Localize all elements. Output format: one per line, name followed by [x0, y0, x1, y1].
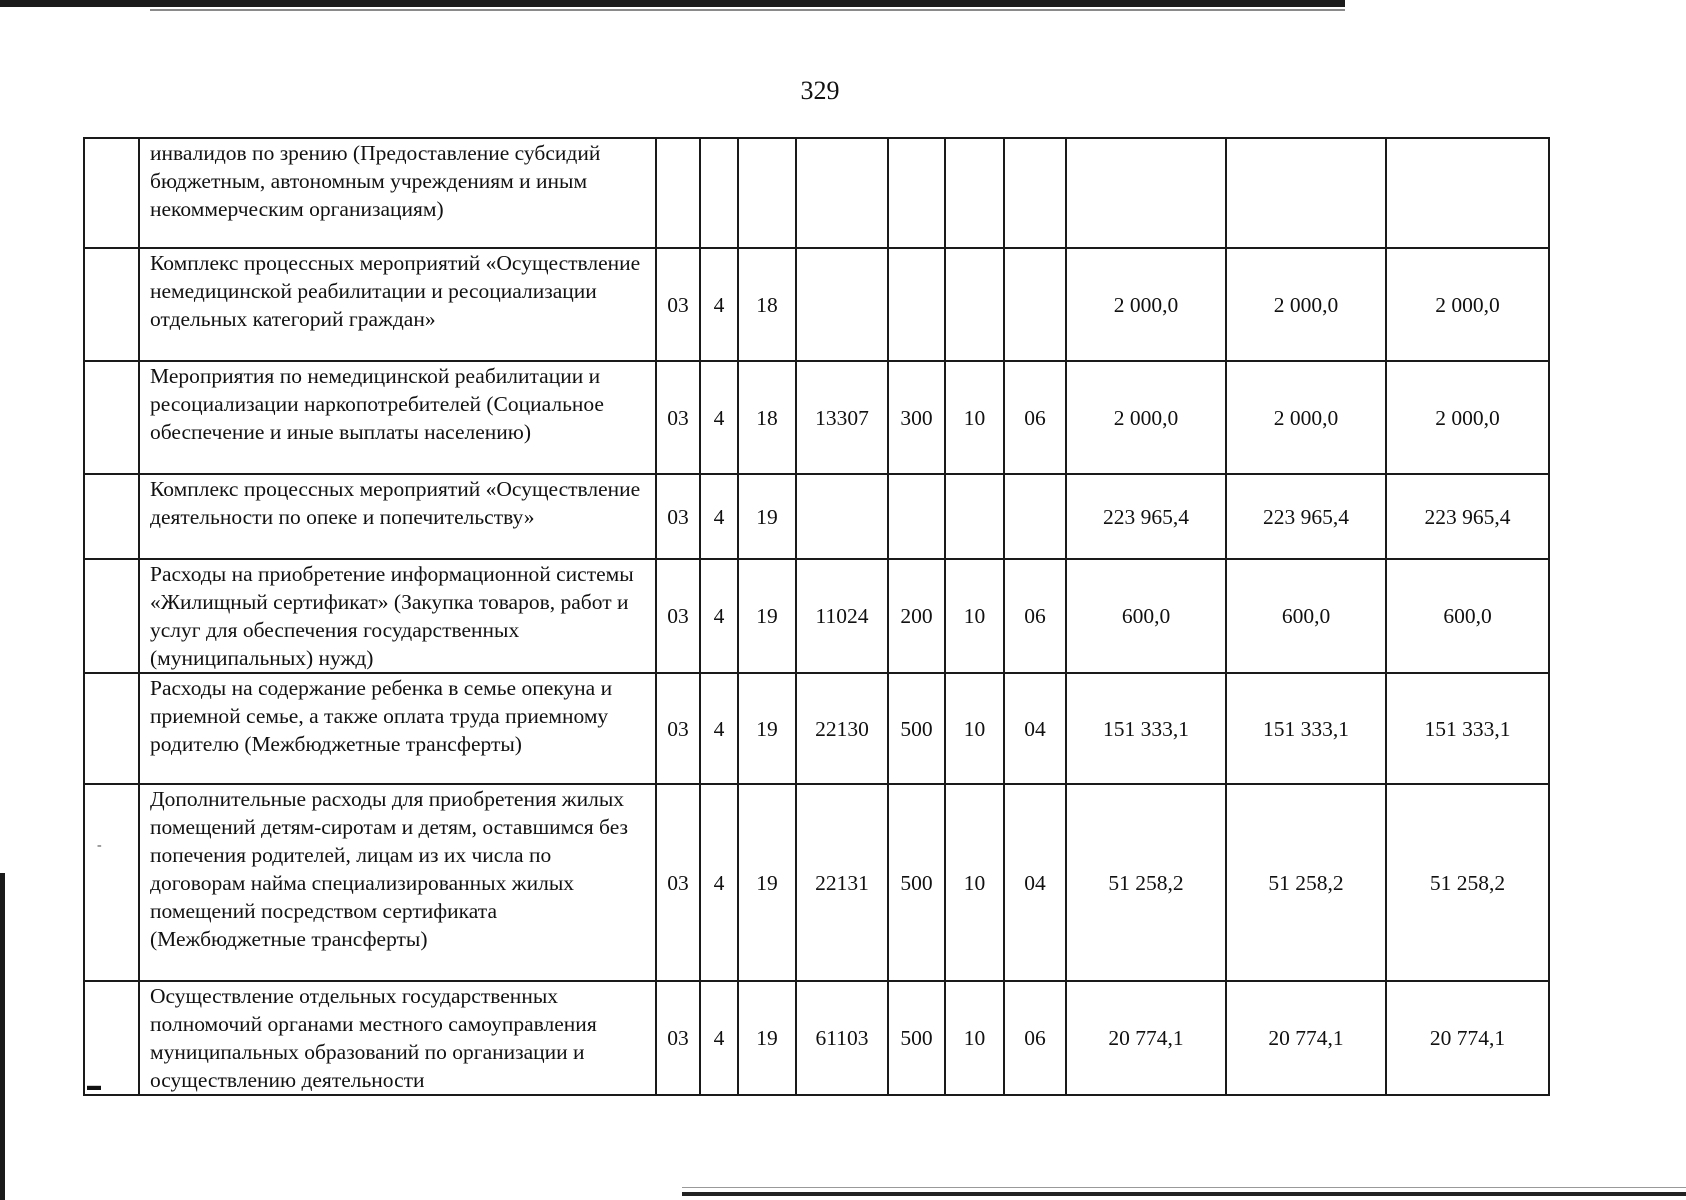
program-code-cell: 03: [656, 474, 700, 559]
expense-type-code-cell: [888, 138, 945, 248]
amount-year-2-cell: 51 258,2: [1226, 784, 1386, 981]
expense-type-code-cell: [888, 474, 945, 559]
amount-year-2-cell: 223 965,4: [1226, 474, 1386, 559]
amount-year-1-cell: 51 258,2: [1066, 784, 1226, 981]
amount-year-1-cell: 600,0: [1066, 559, 1226, 673]
amount-year-1-cell: 151 333,1: [1066, 673, 1226, 784]
subsection-code-cell: [1004, 474, 1066, 559]
row-description: Расходы на содержание ребенка в семье опекуна и приемной семье, а также оплата труда приемному родителю (Межбюджетные трансферты): [139, 673, 656, 784]
section-code-cell: 10: [945, 673, 1004, 784]
amount-year-3-cell: 20 774,1: [1386, 981, 1549, 1095]
direction-code-cell: 22130: [796, 673, 888, 784]
table-row: [84, 673, 1549, 784]
budget-table: [83, 137, 1550, 1096]
table-row: [84, 361, 1549, 474]
row-number-cell: [84, 673, 139, 784]
structural-element-code-cell: 18: [738, 248, 796, 361]
table-row: [84, 784, 1549, 981]
direction-code-cell: 22131: [796, 784, 888, 981]
row-description: Комплекс процессных мероприятий «Осуществление деятельности по опеке и попечительству»: [139, 474, 656, 559]
structural-element-code-cell: 19: [738, 981, 796, 1095]
amount-year-1-cell: 223 965,4: [1066, 474, 1226, 559]
structural-element-code-cell: 19: [738, 784, 796, 981]
row-number-cell: [84, 981, 139, 1095]
subsection-code-cell: [1004, 248, 1066, 361]
section-code-cell: [945, 474, 1004, 559]
row-number-cell: [84, 784, 139, 981]
subprogram-code-cell: 4: [700, 248, 738, 361]
direction-code-cell: 11024: [796, 559, 888, 673]
amount-year-3-cell: 2 000,0: [1386, 361, 1549, 474]
direction-code-cell: [796, 474, 888, 559]
table-row: [84, 248, 1549, 361]
table-row: [84, 474, 1549, 559]
scan-artifact-mark: -: [97, 838, 102, 853]
amount-year-3-cell: [1386, 138, 1549, 248]
subsection-code-cell: 04: [1004, 673, 1066, 784]
direction-code-cell: [796, 138, 888, 248]
row-description: инвалидов по зрению (Предоставление субсидий бюджетным, автономным учреждениям и иным некоммерческим организациям): [139, 138, 656, 248]
structural-element-code-cell: 18: [738, 361, 796, 474]
row-number-cell: [84, 474, 139, 559]
subprogram-code-cell: 4: [700, 981, 738, 1095]
table-row: [84, 138, 1549, 248]
row-description: Расходы на приобретение информационной системы «Жилищный сертификат» (Закупка товаров, работ и услуг для обеспечения государственных (муниципальных) нужд): [139, 559, 656, 673]
table-row: [84, 981, 1549, 1095]
subprogram-code-cell: 4: [700, 559, 738, 673]
subprogram-code-cell: [700, 138, 738, 248]
row-number-cell: [84, 138, 139, 248]
expense-type-code-cell: [888, 248, 945, 361]
program-code-cell: 03: [656, 981, 700, 1095]
program-code-cell: 03: [656, 361, 700, 474]
amount-year-3-cell: 151 333,1: [1386, 673, 1549, 784]
subsection-code-cell: 06: [1004, 981, 1066, 1095]
structural-element-code-cell: 19: [738, 673, 796, 784]
subprogram-code-cell: 4: [700, 361, 738, 474]
scan-artifact-mark: ▬: [87, 1079, 101, 1094]
section-code-cell: [945, 248, 1004, 361]
page-number: 329: [800, 76, 840, 105]
subsection-code-cell: 04: [1004, 784, 1066, 981]
scan-edge-left: [0, 873, 5, 1200]
amount-year-2-cell: 20 774,1: [1226, 981, 1386, 1095]
program-code-cell: [656, 138, 700, 248]
row-number-cell: [84, 248, 139, 361]
row-number-cell: [84, 361, 139, 474]
program-code-cell: 03: [656, 559, 700, 673]
scan-edge-bottom-line: [682, 1187, 1686, 1188]
direction-code-cell: [796, 248, 888, 361]
scan-edge-bottom: [682, 1192, 1686, 1196]
row-description: Дополнительные расходы для приобретения жилых помещений детям-сиротам и детям, оставшимся без попечения родителей, лицам из их числа по договорам найма специализированных жилых помещений посредством сертификата (Межбюджетные трансферты): [139, 784, 656, 981]
scan-edge-top: [0, 0, 1345, 7]
expense-type-code-cell: 500: [888, 673, 945, 784]
row-description: Мероприятия по немедицинской реабилитации и ресоциализации наркопотребителей (Социальное обеспечение и иные выплаты населению): [139, 361, 656, 474]
structural-element-code-cell: [738, 138, 796, 248]
amount-year-2-cell: 151 333,1: [1226, 673, 1386, 784]
expense-type-code-cell: 300: [888, 361, 945, 474]
amount-year-2-cell: 2 000,0: [1226, 248, 1386, 361]
program-code-cell: 03: [656, 248, 700, 361]
scan-edge-top-line: [150, 9, 1345, 11]
subprogram-code-cell: 4: [700, 784, 738, 981]
table-row: [84, 559, 1549, 673]
subprogram-code-cell: 4: [700, 474, 738, 559]
amount-year-1-cell: 2 000,0: [1066, 361, 1226, 474]
amount-year-2-cell: 2 000,0: [1226, 361, 1386, 474]
direction-code-cell: 13307: [796, 361, 888, 474]
amount-year-3-cell: 51 258,2: [1386, 784, 1549, 981]
expense-type-code-cell: 200: [888, 559, 945, 673]
section-code-cell: 10: [945, 981, 1004, 1095]
section-code-cell: 10: [945, 361, 1004, 474]
section-code-cell: [945, 138, 1004, 248]
row-description: Комплекс процессных мероприятий «Осуществление немедицинской реабилитации и ресоциализации отдельных категорий граждан»: [139, 248, 656, 361]
structural-element-code-cell: 19: [738, 474, 796, 559]
subsection-code-cell: [1004, 138, 1066, 248]
amount-year-3-cell: 2 000,0: [1386, 248, 1549, 361]
section-code-cell: 10: [945, 784, 1004, 981]
structural-element-code-cell: 19: [738, 559, 796, 673]
expense-type-code-cell: 500: [888, 784, 945, 981]
direction-code-cell: 61103: [796, 981, 888, 1095]
amount-year-1-cell: [1066, 138, 1226, 248]
expense-type-code-cell: 500: [888, 981, 945, 1095]
row-number-cell: [84, 559, 139, 673]
row-description: Осуществление отдельных государственных полномочий органами местного самоуправления муниципальных образований по организации и осуществлению деятельности: [139, 981, 656, 1095]
amount-year-1-cell: 2 000,0: [1066, 248, 1226, 361]
subprogram-code-cell: 4: [700, 673, 738, 784]
program-code-cell: 03: [656, 673, 700, 784]
program-code-cell: 03: [656, 784, 700, 981]
section-code-cell: 10: [945, 559, 1004, 673]
subsection-code-cell: 06: [1004, 361, 1066, 474]
amount-year-2-cell: 600,0: [1226, 559, 1386, 673]
amount-year-2-cell: [1226, 138, 1386, 248]
subsection-code-cell: 06: [1004, 559, 1066, 673]
amount-year-1-cell: 20 774,1: [1066, 981, 1226, 1095]
amount-year-3-cell: 600,0: [1386, 559, 1549, 673]
amount-year-3-cell: 223 965,4: [1386, 474, 1549, 559]
